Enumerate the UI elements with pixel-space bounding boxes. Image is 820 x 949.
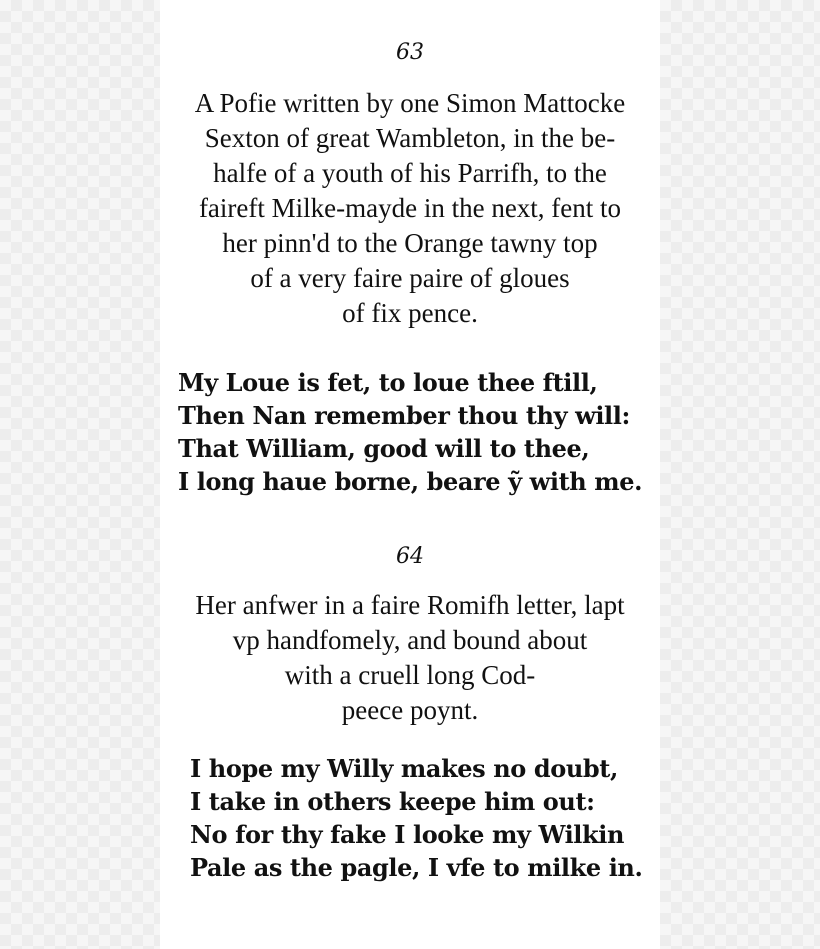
verse-line: Pale as the pagle, I vfe to milke in. — [190, 853, 643, 882]
verse-line: I long haue borne, beare ỹ with me. — [178, 467, 643, 496]
heading-line: halfe of a youth of his Parrifh, to the — [213, 158, 607, 188]
page-number-64: 64 — [396, 544, 424, 569]
heading-line: of fix pence. — [342, 298, 478, 328]
verse-line: No for thy fake I looke my Wilkin — [190, 820, 625, 849]
page-number-63: 63 — [396, 40, 424, 65]
verse-line: Then Nan remember thou thy will: — [178, 401, 630, 430]
heading-line: Her anfwer in a faire Romifh letter, lapt — [195, 590, 625, 620]
heading-line: A Pofie written by one Simon Mattocke — [194, 88, 626, 118]
text-column — [160, 0, 660, 949]
heading-64 — [160, 588, 660, 728]
verse-63 — [160, 366, 660, 498]
verse-line: That William, good will to thee, — [178, 434, 590, 463]
heading-line: Sexton of great Wambleton, in the be- — [204, 123, 616, 153]
heading-line: with a cruell long Cod- — [284, 660, 536, 690]
verse-64 — [160, 752, 660, 884]
verse-line: My Loue is fet, to loue thee ftill, — [178, 368, 598, 397]
heading-63 — [160, 86, 660, 331]
heading-line: her pinn'd to the Orange tawny top — [222, 228, 598, 258]
verse-line: I take in others keepe him out: — [190, 787, 595, 816]
verse-line: I hope my Willy makes no doubt, — [190, 754, 618, 783]
heading-line: peece poynt. — [341, 695, 479, 725]
heading-line: of a very faire paire of gloues — [250, 263, 570, 293]
heading-line: faireft Milke-mayde in the next, fent to — [198, 193, 622, 223]
heading-line: vp handfomely, and bound about — [232, 625, 588, 655]
